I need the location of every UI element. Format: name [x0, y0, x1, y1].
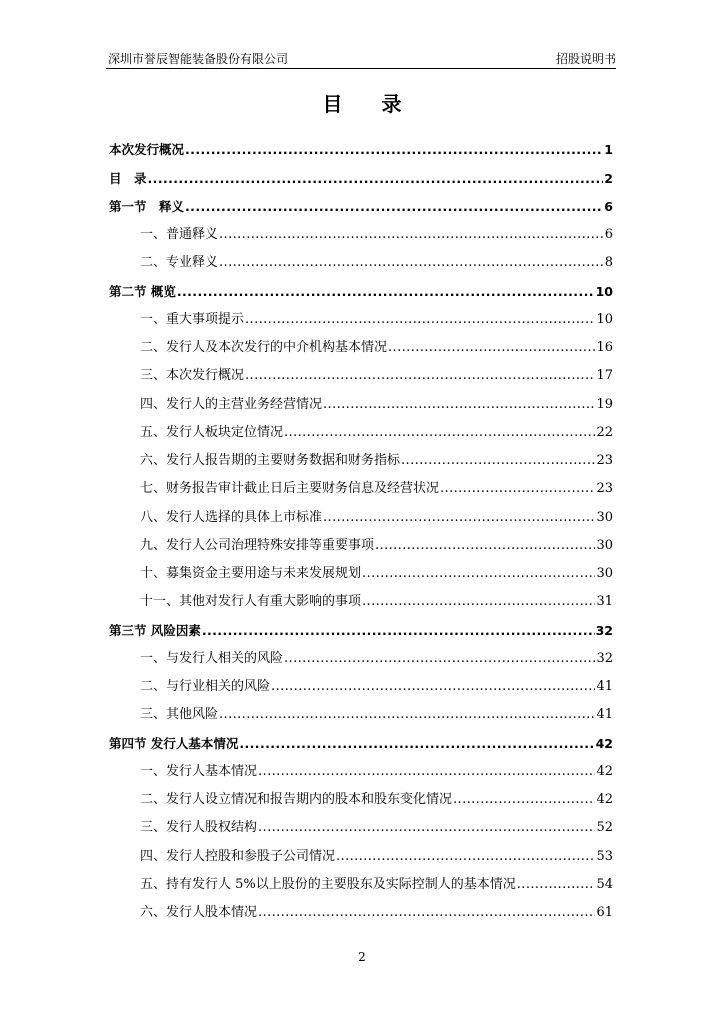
toc-entry-page: 23 [596, 481, 613, 497]
toc-entry-label: 四、发行人的主营业务经营情况 [140, 396, 323, 412]
toc-section-entry[interactable] [109, 130, 613, 158]
toc-entry-label: 五、发行人板块定位情况 [140, 424, 284, 440]
toc-entry-page: 2 [604, 170, 613, 186]
toc-entry-page: 8 [604, 255, 613, 271]
toc-section-entry[interactable] [109, 158, 613, 186]
toc-entry-label: 第三节 风险因素 [109, 622, 201, 638]
toc-subsection-entry[interactable] [109, 300, 613, 328]
dot-leader [258, 764, 595, 780]
toc-subsection-entry[interactable] [109, 893, 613, 921]
toc-entry-page: 52 [596, 820, 613, 836]
toc-entry-label: 第一节 释义 [109, 198, 185, 214]
dot-leader [177, 284, 595, 300]
toc-entry-label: 五、持有发行人 5%以上股份的主要股东及实际控制人的基本情况 [140, 876, 516, 892]
toc-entry-label: 七、财务报告审计截止日后主要财务信息及经营状况 [140, 481, 440, 497]
toc-entry-label: 第二节 概览 [109, 283, 176, 299]
toc-subsection-entry[interactable] [109, 667, 613, 695]
dot-leader [362, 566, 595, 582]
company-name: 深圳市誉辰智能装备股份有限公司 [108, 52, 289, 66]
toc-entry-label: 本次发行概况 [109, 142, 185, 158]
toc-entry-page: 6 [604, 227, 613, 242]
toc-subsection-entry[interactable] [109, 836, 613, 864]
toc-subsection-entry[interactable] [109, 328, 613, 356]
toc-subsection-entry[interactable] [109, 865, 613, 893]
dot-leader [388, 340, 595, 356]
toc-entry-label: 十、募集资金主要用途与未来发展规划 [140, 566, 362, 581]
toc-entry-page: 10 [596, 311, 613, 327]
toc-subsection-entry[interactable] [109, 639, 613, 667]
dot-leader [245, 368, 595, 384]
dot-leader [440, 481, 595, 497]
toc-entry-page: 23 [596, 453, 613, 468]
toc-subsection-entry[interactable] [109, 526, 613, 554]
toc-subsection-entry[interactable] [109, 441, 613, 469]
toc-section-entry[interactable] [109, 271, 613, 299]
dot-leader [401, 453, 595, 469]
dot-leader [336, 849, 595, 865]
toc-subsection-entry[interactable] [109, 384, 613, 412]
toc-subsection-entry[interactable] [109, 582, 613, 610]
dot-leader [219, 255, 604, 271]
dot-leader [219, 707, 595, 723]
toc-entry-page: 30 [596, 566, 613, 581]
dot-leader [202, 623, 595, 639]
toc-entry-label: 二、与行业相关的风险 [140, 679, 271, 694]
toc-subsection-entry[interactable] [109, 752, 613, 780]
toc-subsection-entry[interactable] [109, 808, 613, 836]
toc-subsection-entry[interactable] [109, 497, 613, 525]
dot-leader [148, 171, 604, 187]
dot-leader [284, 651, 595, 667]
toc-entry-page: 42 [596, 763, 613, 779]
toc-entry-label: 目 录 [109, 170, 147, 186]
toc-section-entry[interactable] [109, 610, 613, 638]
toc-entry-page: 32 [595, 622, 613, 638]
toc-entry-page: 42 [596, 792, 613, 807]
toc-entry-label: 三、发行人股权结构 [140, 820, 258, 836]
toc-entry-page: 31 [596, 594, 613, 610]
toc-subsection-entry[interactable] [109, 554, 613, 582]
toc-entry-page: 54 [596, 876, 613, 892]
toc-entry-label: 四、发行人控股和参股子公司情况 [140, 848, 336, 864]
toc-entry-label: 第四节 发行人基本情况 [109, 735, 239, 751]
toc-entry-label: 三、其他风险 [140, 707, 219, 723]
toc-entry-page: 10 [595, 283, 613, 299]
toc-entry-page: 53 [596, 848, 613, 864]
dot-leader [284, 425, 595, 441]
toc-subsection-entry[interactable] [109, 243, 613, 271]
toc-entry-label: 一、与发行人相关的风险 [140, 650, 284, 666]
page-header [106, 50, 616, 69]
dot-leader [219, 227, 604, 243]
toc-entry-page: 1 [604, 142, 613, 158]
dot-leader [185, 142, 603, 158]
toc-section-entry[interactable] [109, 187, 613, 215]
toc-entry-label: 一、普通释义 [140, 227, 219, 242]
dot-leader [323, 510, 595, 526]
toc-entry-label: 六、发行人报告期的主要财务数据和财务指标 [140, 453, 401, 468]
toc-entry-label: 三、本次发行概况 [140, 368, 245, 384]
toc-entry-page: 30 [596, 509, 613, 525]
toc-entry-page: 6 [604, 198, 613, 214]
toc-subsection-entry[interactable] [109, 469, 613, 497]
table-of-contents [109, 130, 613, 921]
toc-entry-label: 二、发行人设立情况和报告期内的股本和股东变化情况 [140, 792, 453, 807]
toc-subsection-entry[interactable] [109, 695, 613, 723]
dot-leader [517, 877, 596, 893]
dot-leader [323, 397, 595, 413]
toc-entry-page: 61 [596, 905, 613, 920]
dot-leader [453, 792, 595, 808]
toc-entry-label: 六、发行人股本情况 [140, 905, 258, 920]
toc-entry-label: 二、发行人及本次发行的中介机构基本情况 [140, 340, 388, 355]
toc-subsection-entry[interactable] [109, 356, 613, 384]
toc-entry-page: 19 [596, 396, 613, 412]
toc-entry-label: 一、重大事项提示 [140, 311, 245, 327]
toc-section-entry[interactable] [109, 723, 613, 751]
dot-leader [239, 736, 594, 752]
toc-entry-page: 30 [596, 537, 613, 553]
dot-leader [245, 312, 595, 328]
toc-entry-page: 41 [596, 679, 613, 694]
dot-leader [185, 199, 603, 215]
dot-leader [362, 594, 595, 610]
toc-entry-page: 32 [596, 650, 613, 666]
dot-leader [375, 538, 595, 554]
toc-subsection-entry[interactable] [109, 215, 613, 243]
dot-leader [258, 820, 595, 836]
toc-entry-page: 22 [596, 424, 613, 440]
page-number: 2 [358, 950, 366, 964]
toc-entry-page: 16 [596, 340, 613, 355]
toc-entry-page: 42 [595, 735, 613, 751]
toc-entry-page: 17 [596, 368, 613, 384]
toc-entry-label: 九、发行人公司治理特殊安排等重要事项 [140, 537, 375, 553]
dot-leader [271, 679, 595, 695]
document-type: 招股说明书 [555, 52, 616, 66]
toc-subsection-entry[interactable] [109, 413, 613, 441]
dot-leader [258, 905, 595, 921]
toc-subsection-entry[interactable] [109, 780, 613, 808]
toc-entry-label: 二、专业释义 [140, 255, 219, 271]
toc-entry-page: 41 [596, 707, 613, 723]
toc-entry-label: 八、发行人选择的具体上市标准 [140, 509, 323, 525]
toc-title: 目 录 [322, 92, 418, 116]
toc-entry-label: 十一、其他对发行人有重大影响的事项 [140, 594, 362, 610]
toc-entry-label: 一、发行人基本情况 [140, 763, 258, 779]
